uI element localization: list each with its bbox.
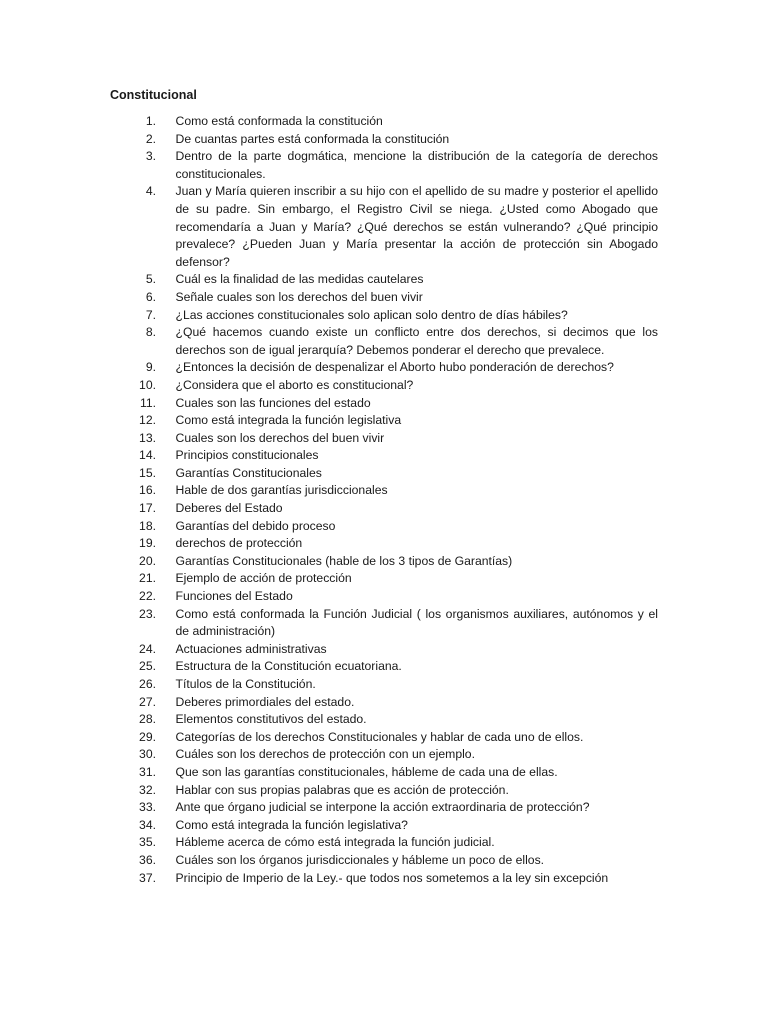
- list-item-text: De cuantas partes está conformada la constitución: [175, 131, 450, 146]
- list-item-number: 23.: [139, 606, 156, 621]
- list-item: [110, 870, 658, 888]
- list-item: [110, 588, 658, 606]
- list-item-spacer: [156, 183, 176, 271]
- list-item-text: Juan y María quieren inscribir a su hijo con el apellido de su madre y posterior el apellido de su padre. Sin embargo, el Registro Civil se niega. ¿Usted como Abogado que recomendaría a Juan y María? ¿Qué derechos se están vulnerando? ¿Qué principio prevalece? ¿Pueden Juan y María presentar la acción de protección sin Abogado defensor?: [175, 184, 658, 269]
- list-item-spacer: [156, 799, 176, 817]
- list-item-number: 21.: [139, 571, 156, 586]
- list-item-spacer: [156, 271, 176, 289]
- list-item-number: 37.: [139, 870, 156, 885]
- list-item-spacer: [156, 588, 176, 606]
- list-item: [110, 834, 658, 852]
- list-item: [110, 817, 658, 835]
- list-item-number: 8.: [145, 325, 156, 340]
- list-item-number: 31.: [139, 764, 156, 779]
- list-item-number: 9.: [145, 360, 156, 375]
- list-item-spacer: [156, 817, 176, 835]
- list-item-text: Cuales son las funciones del estado: [175, 395, 371, 410]
- list-item-spacer: [156, 500, 176, 518]
- list-item: [110, 359, 658, 377]
- list-item-number: 27.: [139, 694, 156, 709]
- list-item-spacer: [156, 377, 176, 395]
- list-item: [110, 289, 658, 307]
- list-item-text: Como está conformada la constitución: [175, 114, 383, 128]
- list-item-text: Dentro de la parte dogmática, mencione la distribución de la categoría de derechos constitucionales.: [175, 149, 658, 181]
- list-item: [110, 324, 658, 359]
- list-item: [110, 113, 658, 131]
- list-item-number: 33.: [139, 800, 156, 815]
- list-item-spacer: [156, 553, 176, 571]
- list-item-text: Deberes del Estado: [175, 501, 283, 516]
- list-item-number: 34.: [139, 817, 156, 832]
- list-item: [110, 131, 658, 149]
- list-item-number: 19.: [139, 536, 156, 551]
- list-item: [110, 465, 658, 483]
- list-item-number: 10.: [139, 377, 156, 392]
- list-item-text: Elementos constitutivos del estado.: [175, 712, 367, 727]
- list-item: [110, 430, 658, 448]
- list-item: [110, 711, 658, 729]
- list-item-number: 29.: [139, 729, 156, 744]
- list-item-spacer: [156, 746, 176, 764]
- list-item-text: ¿Entonces la decisión de despenalizar el Aborto hubo ponderación de derechos?: [175, 360, 614, 375]
- list-item-text: Principios constitucionales: [175, 448, 319, 463]
- list-item: [110, 746, 658, 764]
- list-item-text: Que son las garantías constitucionales, hábleme de cada una de ellas.: [175, 764, 558, 779]
- list-item-spacer: [156, 447, 176, 465]
- list-item-spacer: [156, 412, 176, 430]
- list-item-text: Funciones del Estado: [175, 589, 293, 604]
- list-item-spacer: [156, 764, 176, 782]
- list-item-text: Ante que órgano judicial se interpone la acción extraordinaria de protección?: [175, 800, 590, 815]
- list-item-number: 16.: [139, 483, 156, 498]
- list-item-text: Como está integrada la función legislativa?: [175, 817, 408, 832]
- list-item-text: derechos de protección: [175, 536, 303, 551]
- list-item-text: Señale cuales son los derechos del buen vivir: [175, 289, 423, 304]
- list-item: [110, 782, 658, 800]
- list-item-number: 15.: [139, 465, 156, 480]
- list-item-number: 6.: [145, 289, 156, 304]
- list-item-spacer: [156, 570, 176, 588]
- list-item-number: 26.: [139, 677, 156, 691]
- list-item-text: Actuaciones administrativas: [175, 641, 327, 656]
- list-item-spacer: [156, 465, 176, 483]
- list-item-number: 2.: [145, 131, 156, 146]
- list-item-spacer: [156, 113, 176, 131]
- list-item: [110, 570, 658, 588]
- list-item-spacer: [156, 518, 176, 536]
- list-item: [110, 676, 658, 694]
- list-item-spacer: [156, 658, 176, 676]
- list-item-text: Categorías de los derechos Constitucionales y hablar de cada uno de ellos.: [175, 729, 584, 744]
- list-item-spacer: [156, 852, 176, 870]
- page-title: Constitucional: [110, 88, 197, 102]
- list-item-text: Cuál es la finalidad de las medidas cautelares: [175, 272, 424, 287]
- list-item-number: 32.: [139, 782, 156, 797]
- list-item-text: Deberes primordiales del estado.: [175, 694, 355, 709]
- list-item-number: 14.: [139, 448, 156, 463]
- list-item-spacer: [156, 482, 176, 500]
- list-item-number: 7.: [145, 307, 156, 322]
- list-item: [110, 764, 658, 782]
- list-item-number: 24.: [139, 641, 156, 656]
- list-item-spacer: [156, 834, 176, 852]
- list-item-text: ¿Qué hacemos cuando existe un conflicto entre dos derechos, si decimos que los derechos son de igual jerarquía? Debemos ponderar el derecho que prevalece.: [175, 325, 658, 357]
- list-item-text: Títulos de la Constitución.: [175, 677, 316, 691]
- list-item-number: 11.: [139, 395, 156, 410]
- list-item-text: Como está integrada la función legislativa: [175, 413, 402, 428]
- list-item-text: Garantías del debido proceso: [175, 518, 336, 533]
- list-item-spacer: [156, 131, 176, 149]
- list-item-spacer: [156, 641, 176, 659]
- list-item-number: 4.: [145, 184, 156, 199]
- list-item-spacer: [156, 307, 176, 325]
- list-item-text: Hábleme acerca de cómo está integrada la función judicial.: [175, 835, 495, 850]
- list-item: [110, 694, 658, 712]
- question-list: [110, 113, 658, 887]
- list-item-spacer: [156, 711, 176, 729]
- list-item-spacer: [156, 430, 176, 448]
- list-item-number: 5.: [145, 272, 156, 287]
- list-item-number: 13.: [139, 430, 156, 445]
- list-item-spacer: [156, 782, 176, 800]
- list-item-number: 25.: [139, 659, 156, 674]
- list-item: [110, 553, 658, 571]
- list-item: [110, 535, 658, 553]
- list-item-spacer: [156, 535, 176, 553]
- list-item-number: 18.: [139, 518, 156, 533]
- list-item-spacer: [156, 324, 176, 359]
- list-item: [110, 148, 658, 183]
- list-item-number: 36.: [139, 852, 156, 867]
- list-item-text: Hablar con sus propias palabras que es acción de protección.: [175, 782, 509, 797]
- list-item-spacer: [156, 359, 176, 377]
- list-item: [110, 307, 658, 325]
- list-item-spacer: [156, 606, 176, 641]
- list-item-number: 3.: [145, 149, 156, 164]
- list-item-number: 28.: [139, 712, 156, 727]
- list-item-text: Hable de dos garantías jurisdiccionales: [175, 483, 388, 498]
- list-item: [110, 518, 658, 536]
- list-item-text: Cuáles son los derechos de protección con un ejemplo.: [175, 747, 475, 762]
- list-item-text: Como está conformada la Función Judicial ( los organismos auxiliares, autónomos y el de administración): [175, 606, 658, 639]
- list-item: [110, 852, 658, 870]
- list-item: [110, 395, 658, 413]
- list-item: [110, 482, 658, 500]
- list-item-text: Cuáles son los órganos jurisdiccionales y hábleme un poco de ellos.: [175, 852, 545, 867]
- list-item-text: Garantías Constitucionales: [175, 465, 322, 480]
- list-item: [110, 658, 658, 676]
- list-item-spacer: [156, 694, 176, 712]
- list-item: [110, 412, 658, 430]
- list-item-text: Ejemplo de acción de protección: [175, 571, 352, 586]
- list-item-text: Garantías Constitucionales (hable de los 3 tipos de Garantías): [175, 553, 513, 568]
- list-item: [110, 271, 658, 289]
- list-item: [110, 447, 658, 465]
- list-item-spacer: [156, 395, 176, 413]
- list-item-number: 17.: [139, 501, 156, 516]
- list-item-spacer: [156, 148, 176, 183]
- list-item-spacer: [156, 870, 176, 888]
- list-item-number: 20.: [139, 553, 156, 568]
- list-item: [110, 183, 658, 271]
- list-item-text: Principio de Imperio de la Ley.- que todos nos sometemos a la ley sin excepción: [175, 870, 609, 885]
- list-item-number: 35.: [139, 835, 156, 850]
- list-item-text: Estructura de la Constitución ecuatoriana.: [175, 659, 402, 674]
- list-item-number: 30.: [139, 747, 156, 762]
- list-item-text: Cuales son los derechos del buen vivir: [175, 430, 385, 445]
- list-item: [110, 606, 658, 641]
- list-item-text: ¿Las acciones constitucionales solo aplican solo dentro de días hábiles?: [175, 307, 568, 322]
- list-item-spacer: [156, 676, 176, 694]
- list-item-number: 1.: [145, 114, 156, 128]
- list-item-number: 12.: [139, 413, 156, 428]
- list-item-spacer: [156, 289, 176, 307]
- list-item-number: 22.: [139, 589, 156, 604]
- list-item-text: ¿Considera que el aborto es constitucional?: [175, 377, 414, 392]
- list-item-spacer: [156, 729, 176, 747]
- list-item: [110, 377, 658, 395]
- list-item: [110, 799, 658, 817]
- list-item: [110, 641, 658, 659]
- list-item: [110, 500, 658, 518]
- list-item: [110, 729, 658, 747]
